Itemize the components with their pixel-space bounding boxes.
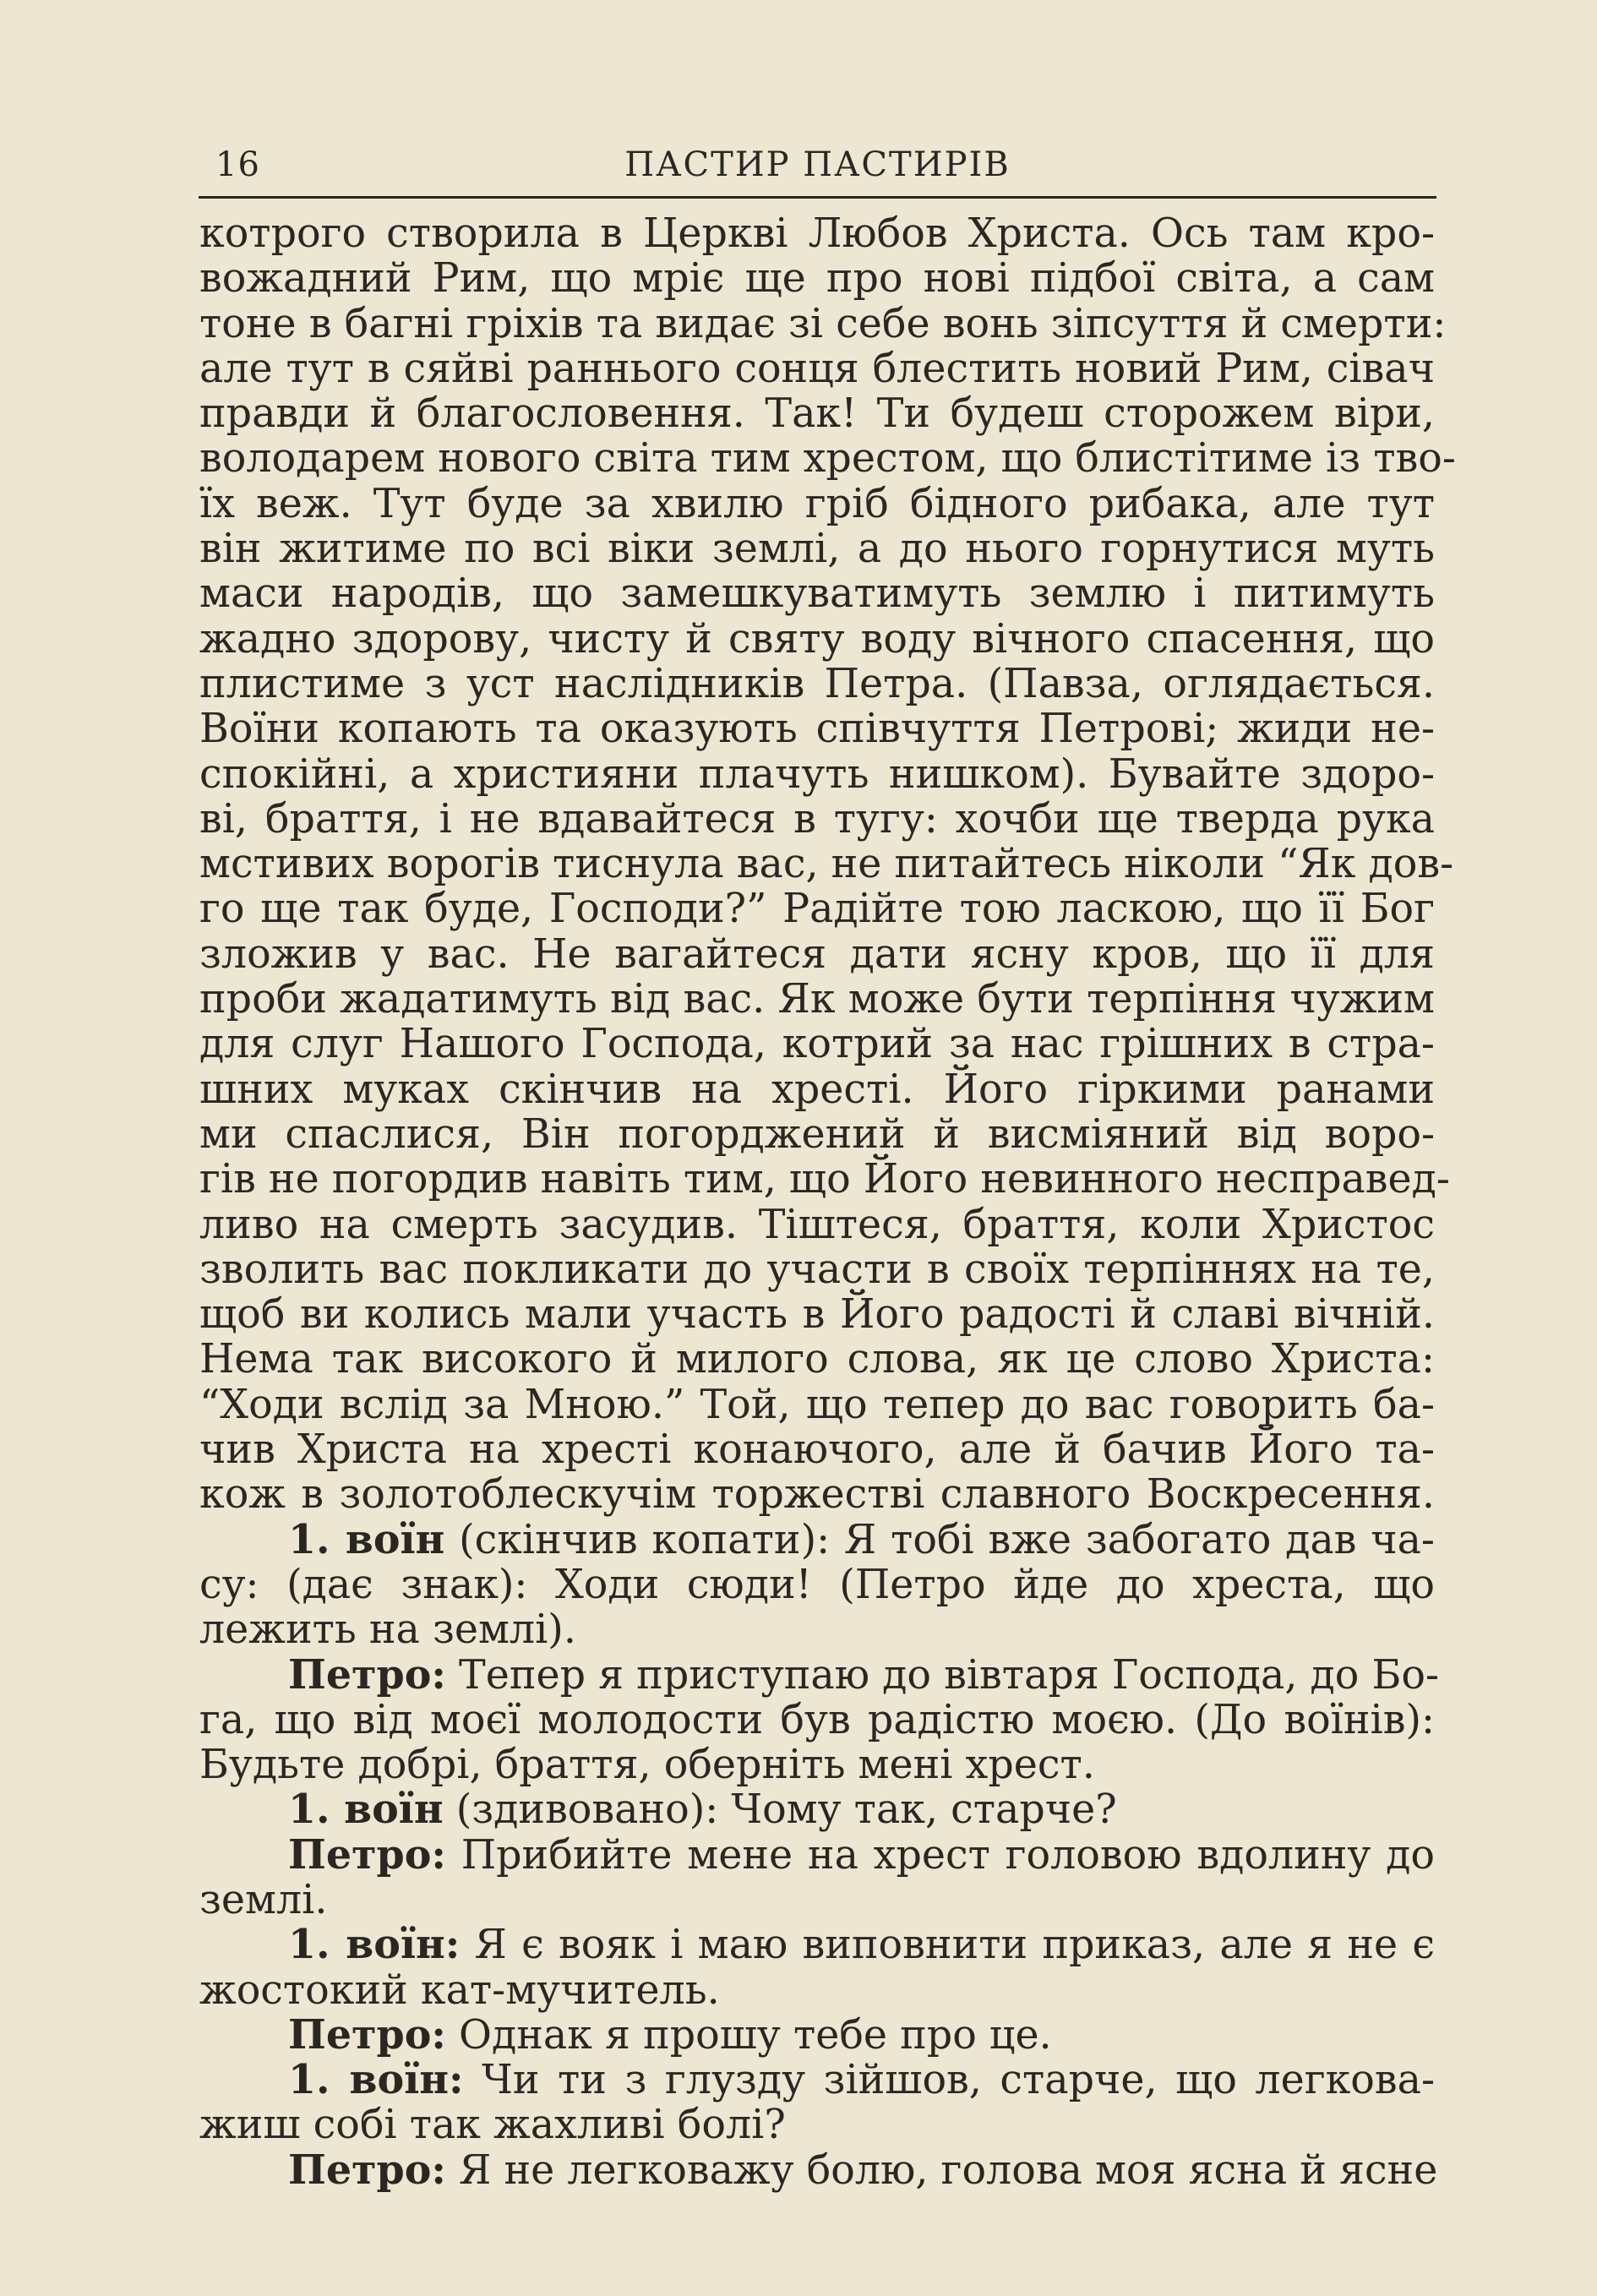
text-line xyxy=(199,1742,1435,1787)
text-line xyxy=(199,1830,1435,1879)
text-line xyxy=(199,211,1435,256)
line-text: га, що від моєї молодости був радістю моєю. (До воїнів): xyxy=(199,1696,1435,1743)
header-rule xyxy=(199,196,1436,199)
line-text: Я є вояк і маю виповнити приказ, але я не є xyxy=(460,1922,1435,1969)
text-line xyxy=(199,1698,1435,1742)
text-line xyxy=(199,977,1435,1022)
speaker-name: 1. воїн xyxy=(288,1515,445,1563)
speaker-name: 1. воїн: xyxy=(288,1921,461,1969)
line-text: маси народів, що замешкуватимуть землю і питимуть xyxy=(199,570,1435,618)
line-text: землі. xyxy=(199,1876,328,1923)
line-text: Тепер я приступаю до вівтаря Господа, до Бо- xyxy=(445,1651,1440,1699)
line-text: котрого створила в Церкві Любов Христа. Ось там кро- xyxy=(199,210,1435,257)
text-line xyxy=(199,886,1435,931)
text-line xyxy=(199,617,1435,662)
text-line xyxy=(199,1562,1435,1607)
line-text: го ще так буде, Господи?” Радійте тою ласкою, що її Бог xyxy=(199,886,1435,933)
page-number: 16 xyxy=(215,145,260,184)
line-text: тоне в багні гріхів та видає зі себе вонь зіпсуття й смерти: xyxy=(199,300,1447,347)
line-text: Будьте добрі, браття, оберніть мені хрест. xyxy=(199,1742,1095,1789)
line-text: (скінчив копати): Я тобі вже забогато дав ча- xyxy=(444,1516,1435,1563)
line-text: вожадний Рим, що мріє ще про нові підбої світа, а сам xyxy=(199,255,1435,303)
line-text: щоб ви колись мали участь в Його радості й славі вічній. xyxy=(199,1291,1435,1339)
line-text: зволить вас покликати до участи в своїх терпіннях на те, xyxy=(199,1246,1435,1293)
text-line xyxy=(199,841,1454,888)
line-text: Воїни копають та оказують співчуття Петрові; жиди не- xyxy=(199,706,1435,753)
text-line xyxy=(199,1607,1435,1652)
line-text: але тут в сяйві раннього сонця блестить новий Рим, сівач xyxy=(199,345,1435,392)
text-line xyxy=(199,706,1435,751)
text-line xyxy=(199,662,1435,706)
text-line xyxy=(199,2102,1435,2147)
line-text: жостокий кат-мучитель. xyxy=(199,1966,720,2014)
text-line xyxy=(199,2058,1435,2102)
line-text: Нема так високого й милого слова, як це слово Христа: xyxy=(199,1336,1435,1383)
text-line xyxy=(199,1112,1435,1157)
text-line xyxy=(199,932,1435,977)
text-line xyxy=(199,300,1447,347)
body-text xyxy=(199,210,1456,2194)
line-text: Прибийте мене на хрест головою вдолину до xyxy=(445,1831,1435,1879)
text-line xyxy=(199,1968,1435,2013)
line-text: правди й благословення. Так! Ти будеш сторожем віри, xyxy=(199,390,1435,438)
text-line xyxy=(199,526,1435,571)
text-line xyxy=(199,1922,1435,1967)
line-text: плистиме з уст наслідників Петра. (Павза, оглядається. xyxy=(199,660,1435,707)
line-text: Однак я прошу тебе про це. xyxy=(445,2011,1052,2059)
line-text: Я не легковажу болю, голова моя ясна й ясне xyxy=(445,2146,1438,2194)
line-text: мстивих ворогів тиснула вас, не питайтесь ніколи “Як дов- xyxy=(199,841,1454,888)
line-text: спокійні, а християни плачуть нишком). Бувайте здоро- xyxy=(199,750,1435,798)
text-line xyxy=(199,1787,1435,1832)
line-text: проби жадатимуть від вас. Як може бути терпіння чужим xyxy=(199,976,1435,1023)
text-line xyxy=(199,1515,1435,1563)
line-text: жиш собі так жахливі болі? xyxy=(199,2102,786,2149)
line-text: ливо на смерть засудив. Тіштеся, браття, коли Христос xyxy=(199,1201,1435,1248)
speaker-name: Петро: xyxy=(288,1830,446,1879)
line-text: кож в золотоблескучім торжестві славного Воскресення. xyxy=(199,1471,1435,1519)
text-line xyxy=(199,1292,1435,1337)
line-text: жадно здорову, чисту й святу воду вічного спасення, що xyxy=(199,615,1435,663)
text-line xyxy=(199,1337,1435,1382)
text-line xyxy=(199,752,1435,797)
text-line xyxy=(199,2146,1438,2194)
text-line xyxy=(199,1472,1435,1517)
speaker-name: Петро: xyxy=(288,2010,446,2059)
text-line xyxy=(199,1022,1435,1066)
text-line xyxy=(199,1156,1450,1203)
line-text: чив Христа на хресті конаючого, але й бачив Його та- xyxy=(199,1426,1435,1474)
text-line xyxy=(199,1650,1440,1699)
text-line xyxy=(199,2010,1435,2059)
text-line xyxy=(199,435,1456,483)
running-title: ПАСТИР ПАСТИРІВ xyxy=(624,145,1011,184)
line-text: (здивовано): Чому так, старче? xyxy=(443,1786,1117,1834)
text-line xyxy=(199,1878,1435,1922)
text-line xyxy=(199,571,1435,616)
text-line xyxy=(199,256,1435,301)
line-text: Чи ти з глузду зійшов, старче, що легкова- xyxy=(463,2057,1436,2104)
speaker-name: 1. воїн: xyxy=(288,2056,464,2104)
speaker-name: 1. воїн xyxy=(288,1786,444,1834)
text-line xyxy=(199,1203,1435,1247)
text-line xyxy=(199,391,1435,436)
text-line xyxy=(199,1427,1435,1472)
page-header xyxy=(199,142,1436,193)
line-text: “Ходи вслід за Мною.” Той, що тепер до вас говорить ба- xyxy=(199,1381,1435,1428)
speaker-name: Петро: xyxy=(288,2146,446,2194)
line-text: шних муках скінчив на хресті. Його гіркими ранами xyxy=(199,1066,1435,1113)
text-line xyxy=(199,482,1435,526)
line-text: лежить на землі). xyxy=(199,1606,576,1654)
line-text: су: (дає знак): Ходи сюди! (Петро йде до хреста, що xyxy=(199,1561,1435,1608)
text-line xyxy=(199,1383,1435,1427)
line-text: їх веж. Тут буде за хвилю гріб бідного рибака, але тут xyxy=(199,480,1435,527)
line-text: для слуг Нашого Господа, котрий за нас грішних в стра- xyxy=(199,1021,1435,1068)
line-text: зложив у вас. Не вагайтеся дати ясну кров, що її для xyxy=(199,930,1435,978)
text-line xyxy=(199,1247,1435,1292)
text-line xyxy=(199,797,1435,842)
line-text: ми спаслися, Він погорджений й висміяний від воро- xyxy=(199,1110,1435,1158)
line-text: володарем нового світа тим хрестом, що блистітиме із тво- xyxy=(199,435,1456,483)
text-line xyxy=(199,1067,1435,1112)
speaker-name: Петро: xyxy=(288,1650,446,1699)
line-text: гів не погордив навіть тим, що Його невинного несправед- xyxy=(199,1156,1450,1203)
text-line xyxy=(199,346,1435,391)
line-text: ві, браття, і не вдавайтеся в тугу: хочби ще тверда рука xyxy=(199,795,1435,843)
line-text: він житиме по всі віки землі, а до нього горнутися муть xyxy=(199,526,1435,573)
